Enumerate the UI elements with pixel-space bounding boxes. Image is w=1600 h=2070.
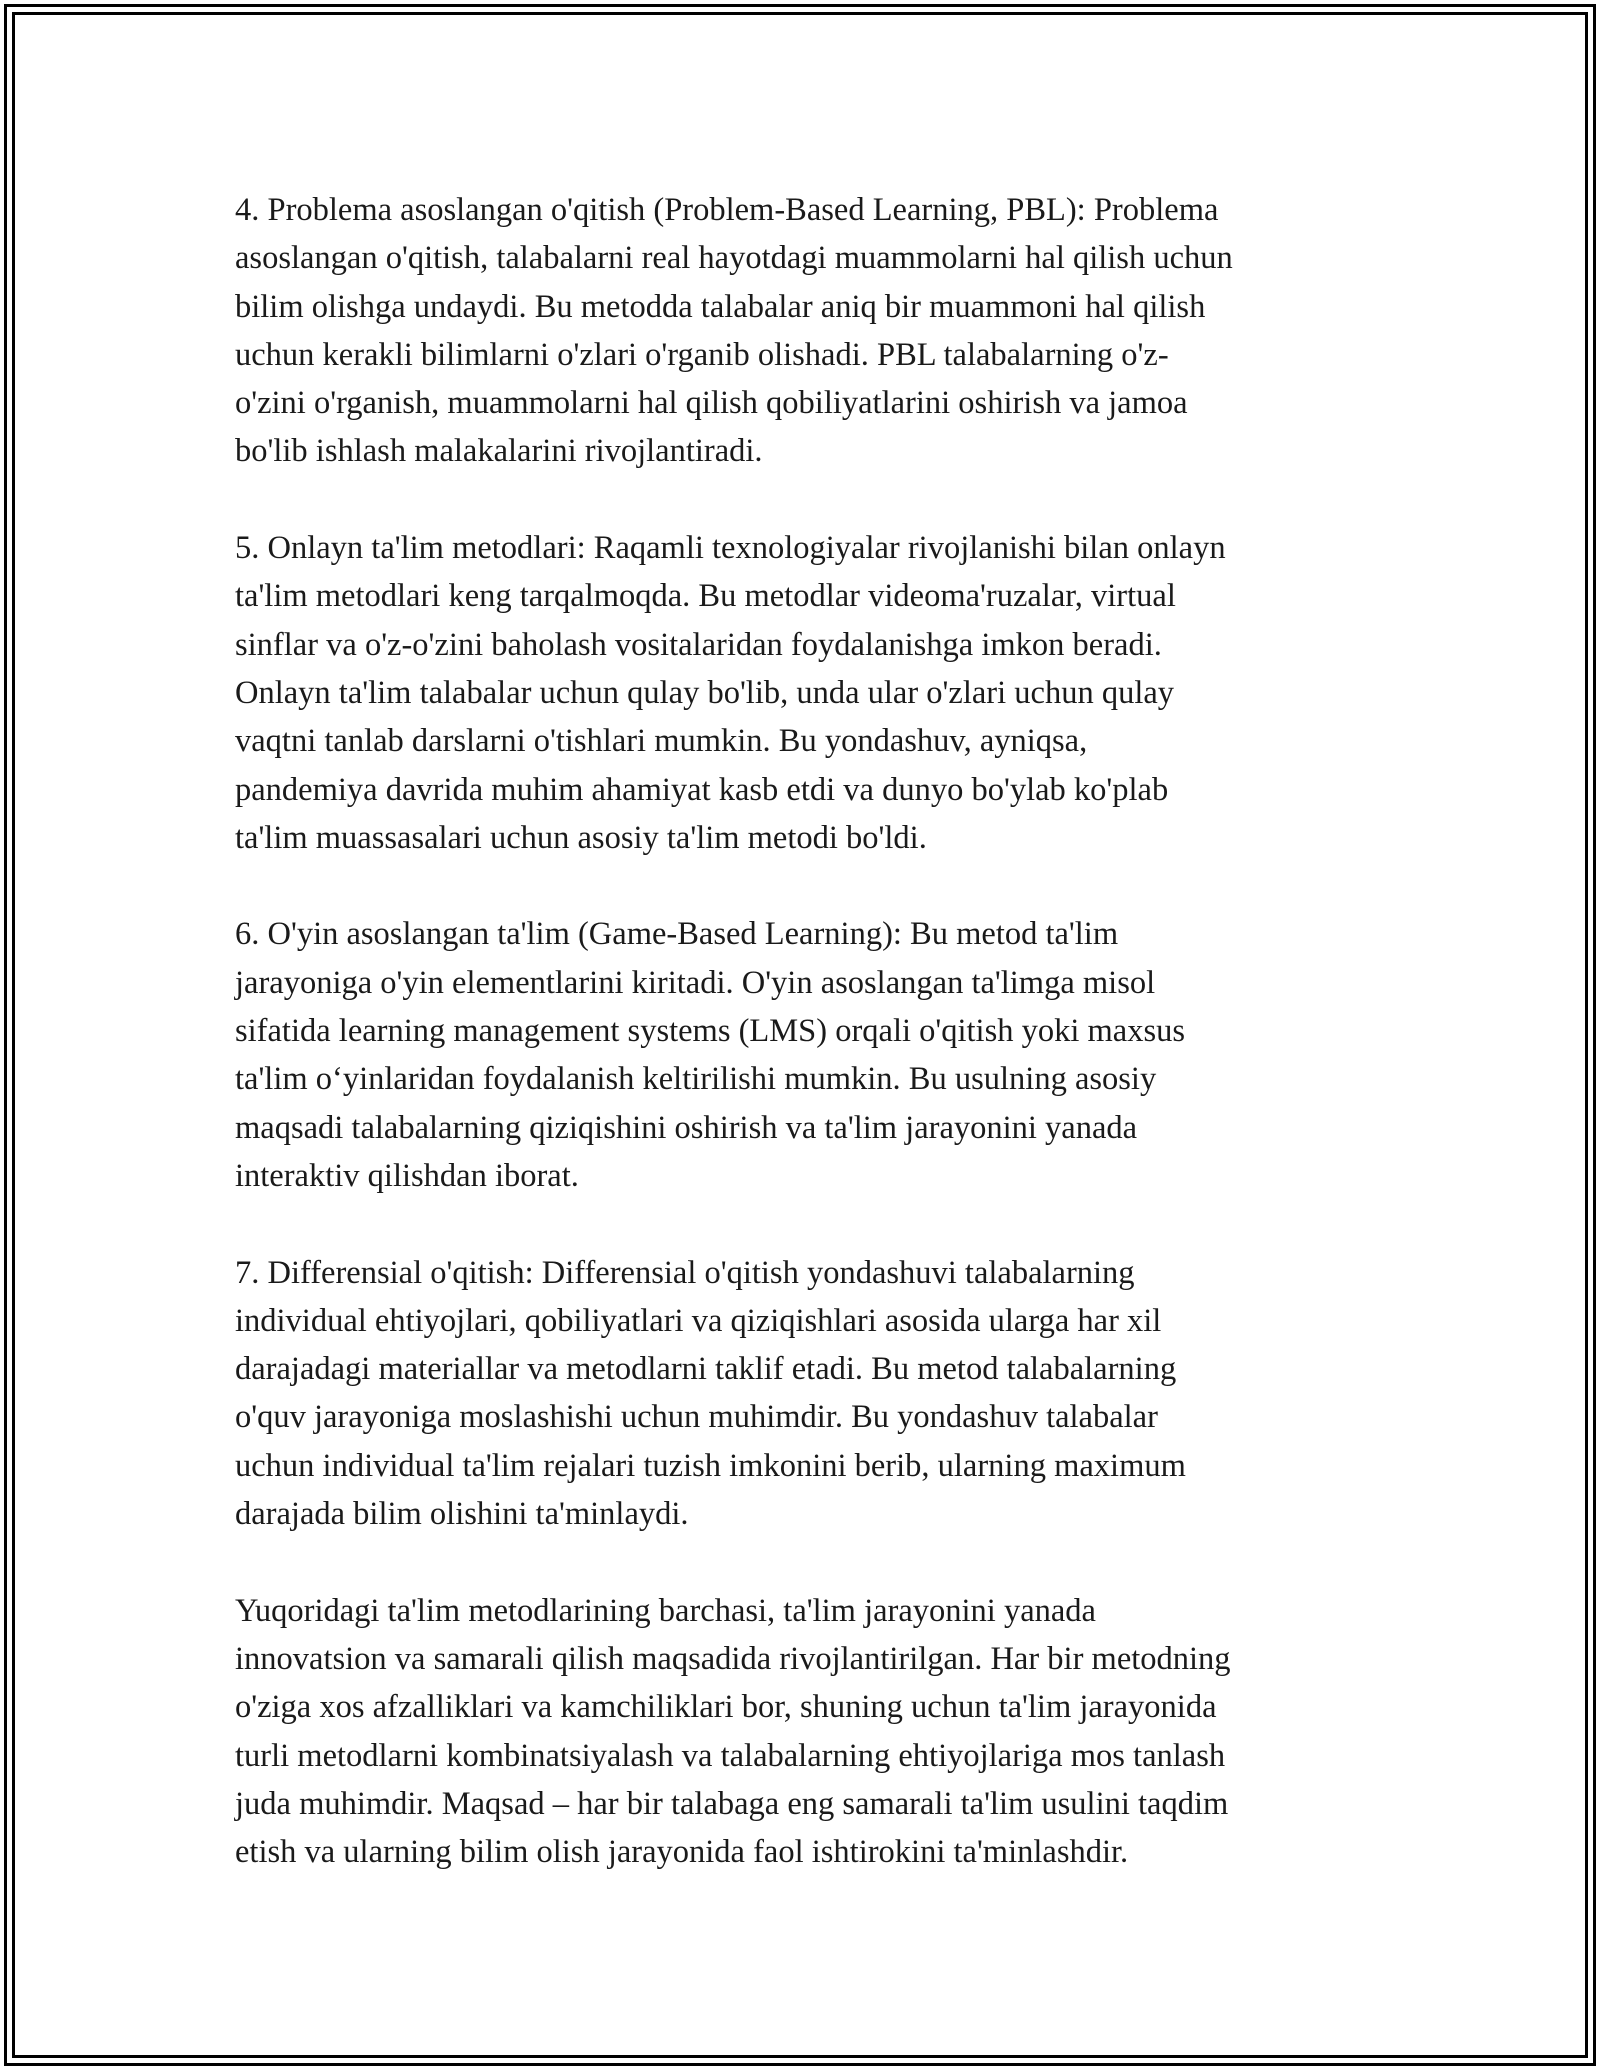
paragraph-game-based-learning: 6. O'yin asoslangan ta'lim (Game-Based Learning): Bu metod ta'lim jarayoniga o'yin elementlarini kiritadi. O'yin asoslangan ta'limga misol sifatida learning management systems (LMS) orqali o'qitish yoki maxsus ta'lim o‘yinlaridan foydalanish keltirilishi mumkin. Bu usulning asosiy maqsadi talabalarning qiziqishini oshirish va ta'lim jarayonini yanada interaktiv qilishdan iborat. <box>235 916 1186 1194</box>
paragraph-conclusion: Yuqoridagi ta'lim metodlarining barchasi, ta'lim jarayonini yanada innovatsion va samarali qilish maqsadida rivojlantirilgan. Har bir metodning o'ziga xos afzalliklari va kamchiliklari bor, shuning uchun ta'lim jarayonida turli metodlarni kombinatsiyalash va talabalarning ehtiyojlariga mos tanlash juda muhimdir. Maqsad – har bir talabaga eng samarali ta'lim usulini taqdim etish va ularning bilim olish jarayonida faol ishtirokini ta'minlashdir. <box>235 1592 1231 1871</box>
paragraph-pbl: 4. Problema asoslangan o'qitish (Problem-Based Learning, PBL): Problema asoslangan o'qitish, talabalarni real hayotdagi muammolarni hal qilish uchun bilim olishga undaydi. Bu metodda talabalar aniq bir muammoni hal qilish uchun kerakli bilimlarni o'zlari o'rganib olishadi. PBL talabalarning o'z- o'zini o'rganish, muammolarni hal qilish qobiliyatlarini oshirish va jamoa bo'lib ishlash malakalarini rivojlantiradi. <box>235 192 1233 470</box>
paragraph-online-learning: 5. Onlayn ta'lim metodlari: Raqamli texnologiyalar rivojlanishi bilan onlayn ta'lim metodlari keng tarqalmoqda. Bu metodlar videoma'ruzalar, virtual sinflar va o'z-o'zini baholash vositalaridan foydalanishga imkon beradi. Onlayn ta'lim talabalar uchun qulay bo'lib, unda ular o'zlari uchun qulay vaqtni tanlab darslarni o'tishlari mumkin. Bu yondashuv, ayniqsa, pandemiya davrida muhim ahamiyat kasb etdi va dunyo bo'ylab ko'plab ta'lim muassasalari uchun asosiy ta'lim metodi bo'ldi. <box>235 530 1226 856</box>
paragraph-differentiated-instruction: 7. Differensial o'qitish: Differensial o'qitish yondashuvi talabalarning individual ehtiyojlari, qobiliyatlari va qiziqishlari asosida ularga har xil darajadagi materiallar va metodlarni taklif etadi. Bu metod talabalarning o'quv jarayoniga moslashishi uchun muhimdir. Bu yondashuv talabalar uchun individual ta'lim rejalari tuzish imkonini berib, ularning maximum darajada bilim olishini ta'minlaydi. <box>235 1254 1186 1533</box>
document-body <box>235 186 1375 1876</box>
